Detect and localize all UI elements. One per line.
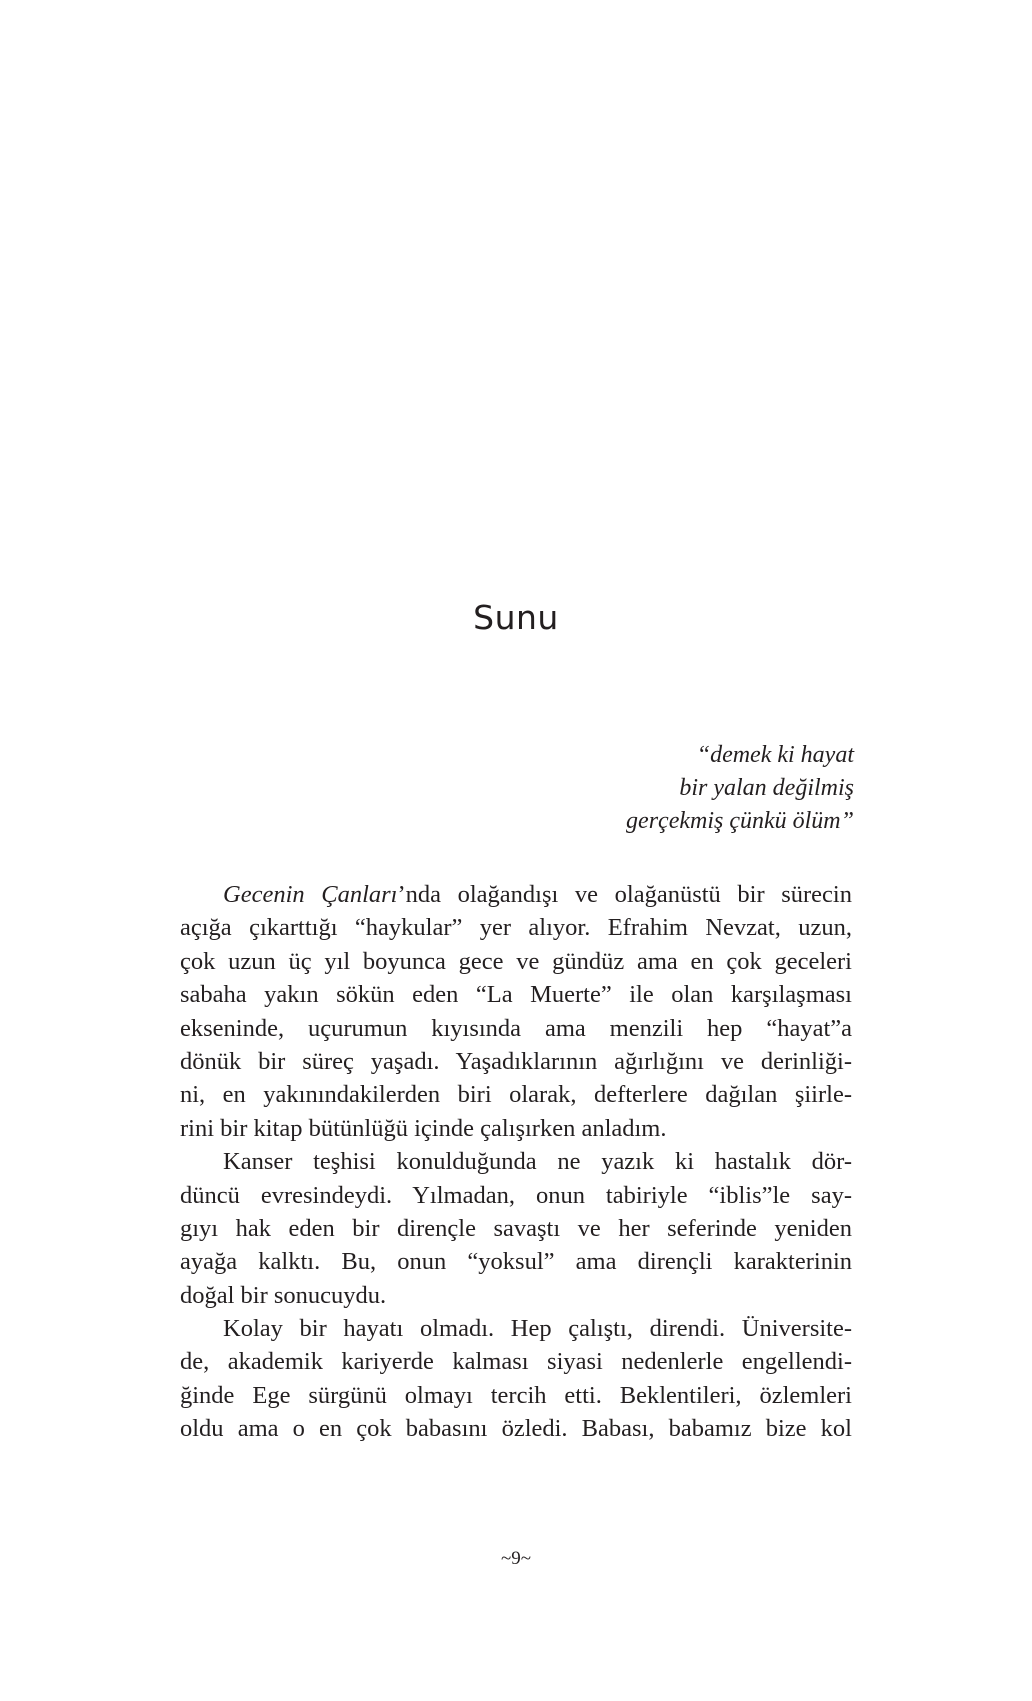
epigraph [626, 739, 854, 838]
text-line: sabaha yakın sökün eden “La Muerte” ile olan karşılaşması [180, 981, 852, 1009]
text-line: ekseninde, uçurumun kıyısında ama menzili hep “hayat”a [180, 1014, 852, 1042]
text-line: çok uzun üç yıl boyunca gece ve gündüz ama en çok geceleri [180, 947, 852, 975]
chapter-title: Sunu [473, 598, 559, 637]
text-line: gıyı hak eden bir dirençle savaştı ve her seferinde yeniden [180, 1214, 852, 1242]
text-line: dönük bir süreç yaşadı. Yaşadıklarının ağırlığını ve derinliği- [180, 1047, 852, 1075]
text-line: oldu ama o en çok babasını özledi. Babası, babamız bize kol [180, 1415, 852, 1443]
epigraph-line: gerçekmiş çünkü ölüm” [626, 808, 854, 834]
text-line: düncü evresindeydi. Yılmadan, onun tabiriyle “iblis”le say- [180, 1181, 852, 1209]
epigraph-line: bir yalan değilmiş [679, 775, 854, 801]
text-line [180, 878, 852, 911]
epigraph-line: “demek ki hayat [696, 742, 854, 768]
text-line: açığa çıkarttığı “haykular” yer alıyor. Efrahim Nevzat, uzun, [180, 914, 852, 942]
text-line-content: ’nda olağandışı ve olağanüstü bir sürecin [397, 881, 852, 908]
paragraph [180, 1145, 852, 1312]
text-line: Kolay bir hayatı olmadı. Hep çalıştı, direndi. Üniversite- [223, 1315, 852, 1343]
paragraph [180, 1312, 852, 1446]
text-line: ayağa kalktı. Bu, onun “yoksul” ama dirençli karakterinin [180, 1248, 852, 1276]
paragraph [180, 878, 852, 1145]
book-title-italic: Gecenin Çanları [223, 881, 398, 908]
body-text [180, 878, 852, 1446]
text-line: rini bir kitap bütünlüğü içinde çalışırken anladım. [180, 1114, 667, 1142]
text-line: ğinde Ege sürgünü olmayı tercih etti. Beklentileri, özlemleri [180, 1381, 852, 1409]
text-line: doğal bir sonucuydu. [180, 1281, 387, 1309]
text-line: de, akademik kariyerde kalması siyasi nedenlerle engellendi- [180, 1348, 852, 1376]
page-number: ~9~ [500, 1548, 532, 1569]
text-line: Kanser teşhisi konulduğunda ne yazık ki hastalık dör- [223, 1148, 852, 1176]
text-line: ni, en yakınındakilerden biri olarak, defterlere dağılan şiirle- [180, 1081, 852, 1109]
